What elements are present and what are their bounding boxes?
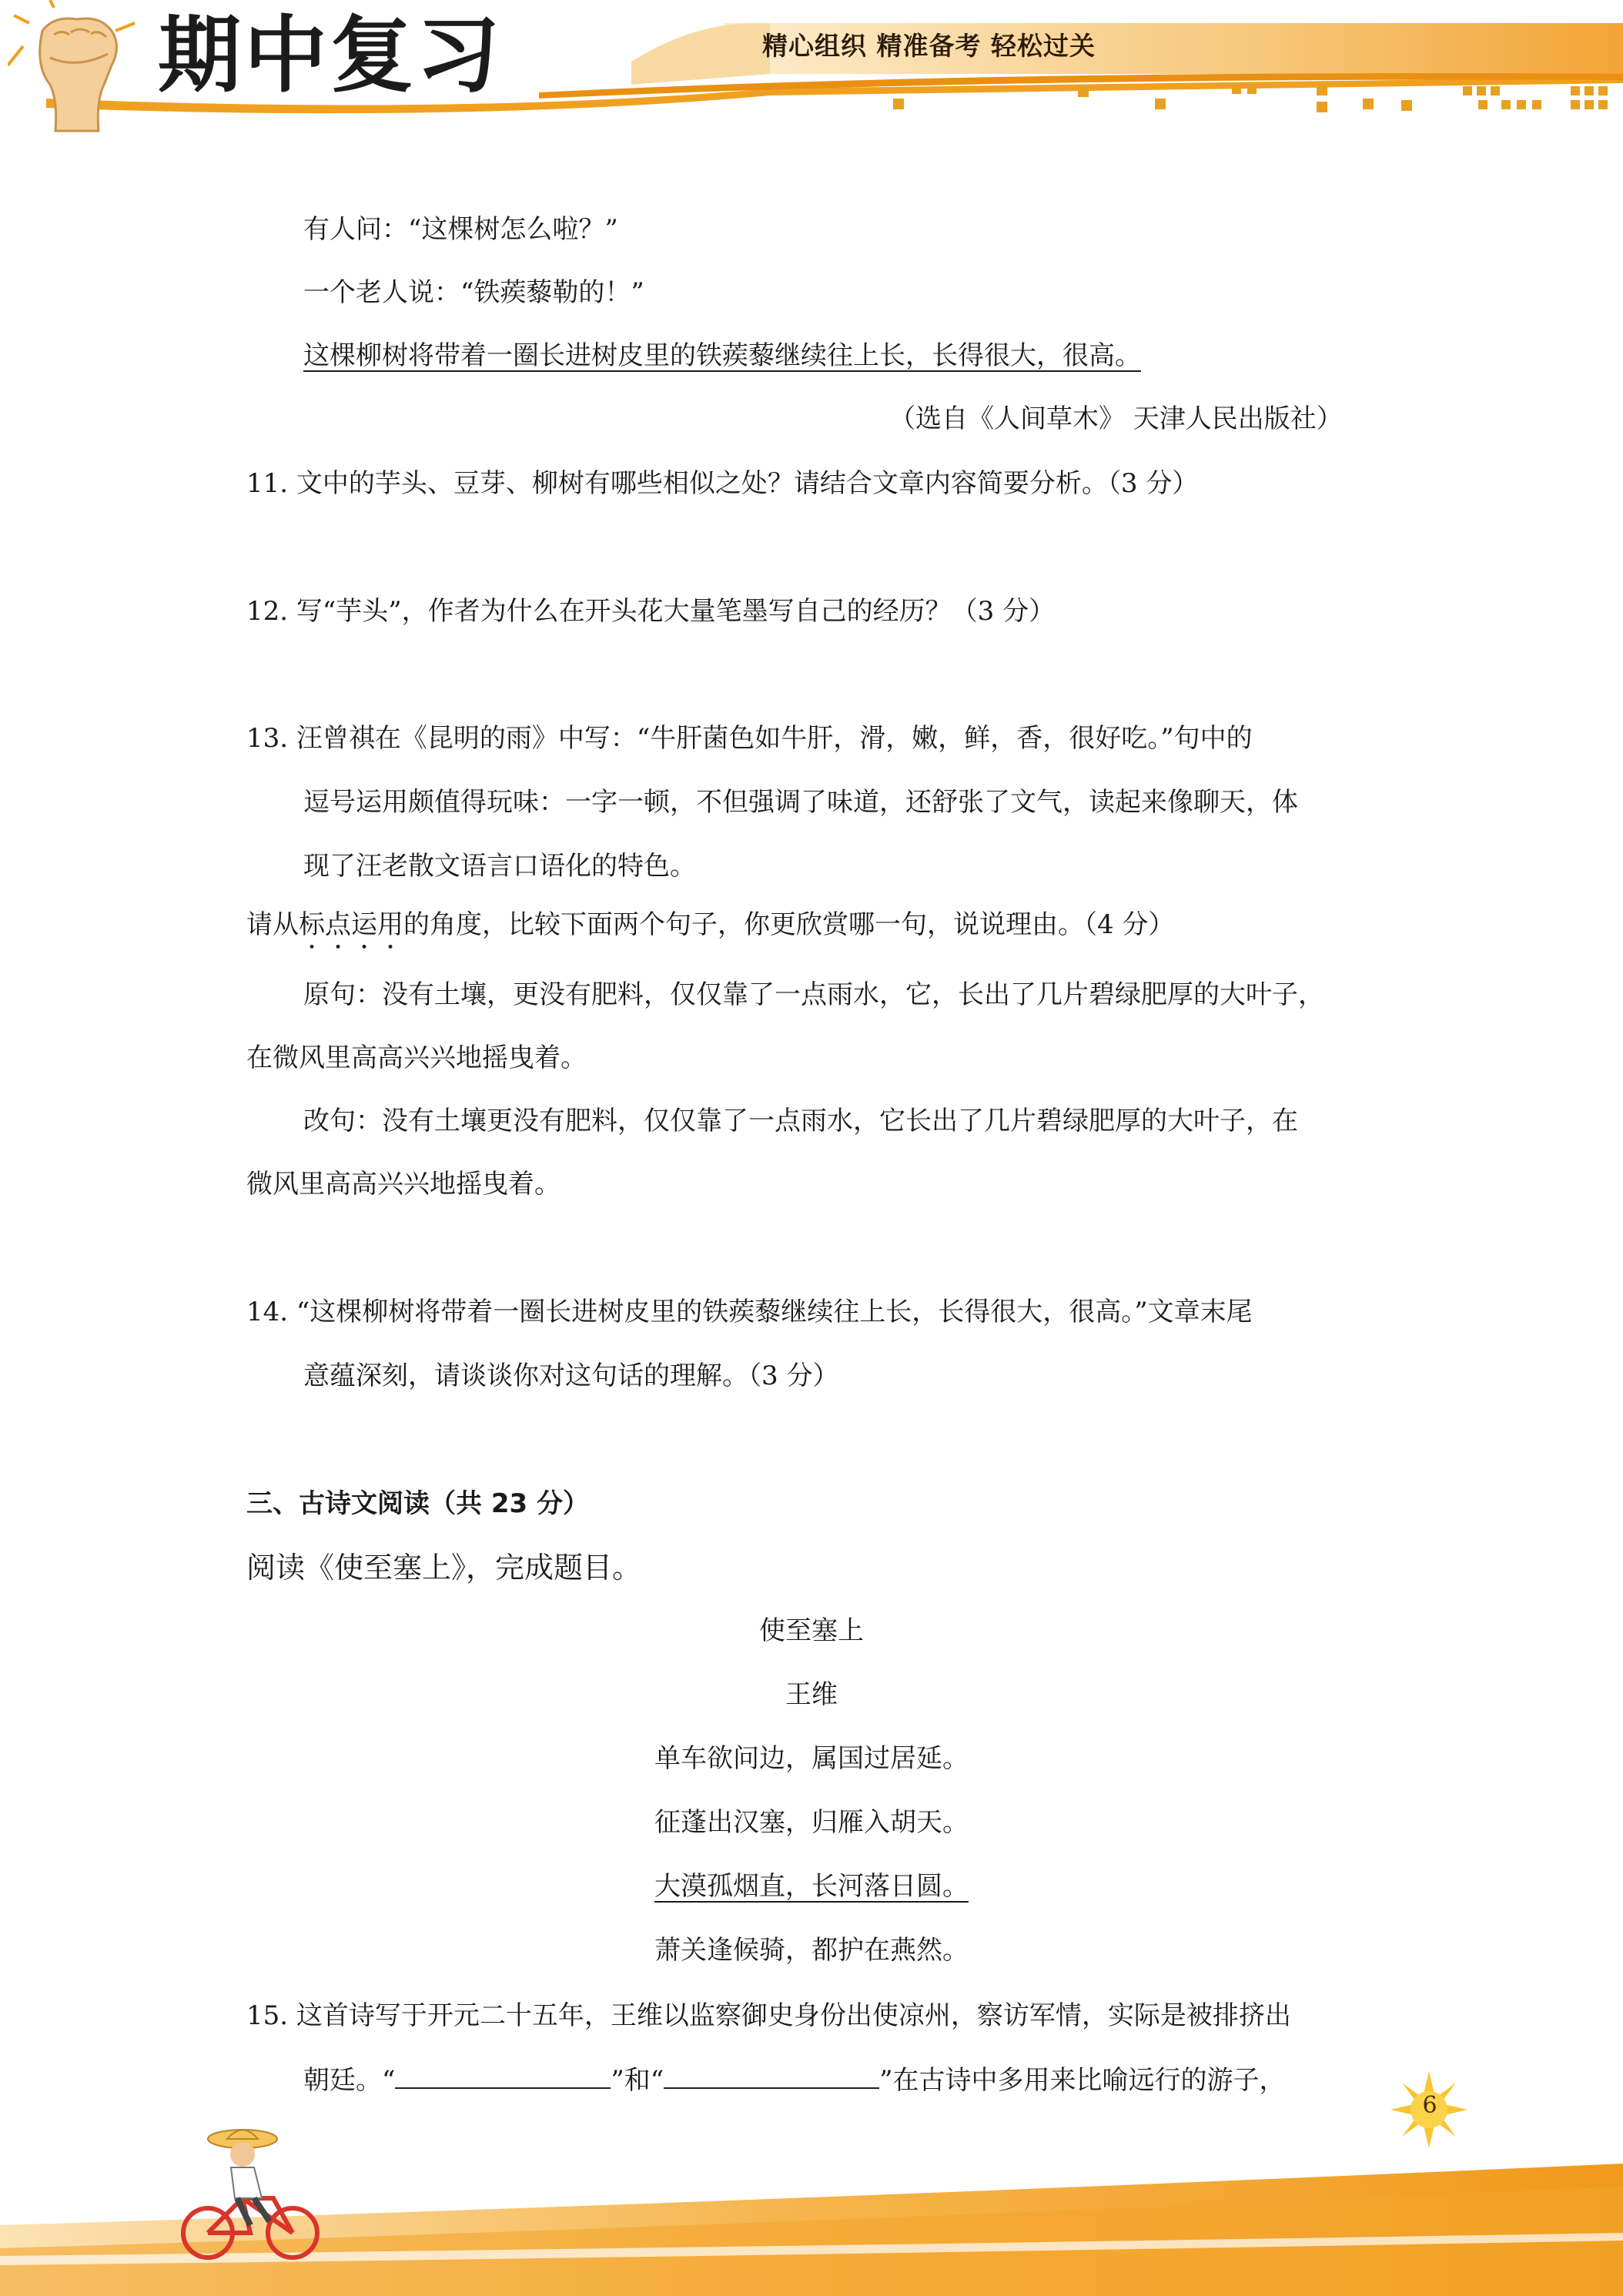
poem-title: 使至塞上 bbox=[759, 1615, 864, 1646]
question-15-line-2 bbox=[303, 2061, 1286, 2099]
answer-blank-2[interactable] bbox=[664, 2061, 879, 2089]
poem-line-1: 单车欲问边，属国过居延。 bbox=[654, 1743, 969, 1774]
fist-icon bbox=[8, 0, 146, 135]
poem-author: 王维 bbox=[785, 1679, 838, 1710]
poem-line-2: 征蓬出汉塞，归雁入胡天。 bbox=[654, 1807, 969, 1838]
story-line-answer: 一个老人说：“铁蒺藜勒的！” bbox=[303, 277, 644, 308]
poem-line-4: 萧关逢候骑，都护在燕然。 bbox=[654, 1935, 969, 1966]
q15-text-b: ”和“ bbox=[611, 2065, 664, 2096]
poem-line-3-text: 大漠孤烟直，长河落日圆。 bbox=[654, 1871, 969, 1902]
q15-text-c: ”在古诗中多用来比喻远行的游子， bbox=[879, 2065, 1286, 2096]
question-13-line-4 bbox=[246, 906, 1174, 956]
question-14-line-2: 意蕴深刻，请谈谈你对这句话的理解。（3 分） bbox=[303, 1361, 839, 1391]
header-slogan: 精心组织 精准备考 轻松过关 bbox=[762, 31, 1096, 61]
question-13-line-1: 13. 汪曾祺在《昆明的雨》中写：“牛肝菌色如牛肝，滑，嫩，鲜，香，很好吃。”句中的 bbox=[246, 723, 1253, 754]
section-3-intro: 阅读《使至塞上》，完成题目。 bbox=[246, 1551, 642, 1585]
original-sentence-line-1: 原句：没有土壤，更没有肥料，仅仅靠了一点雨水，它，长出了几片碧绿肥厚的大叶子， bbox=[303, 979, 1324, 1010]
question-13-line-2: 逗号运用颇值得玩味：一字一顿，不但强调了味道，还舒张了文气，读起来像聊天，体 bbox=[303, 787, 1298, 818]
story-line-underlined: 这棵柳树将带着一圈长进树皮里的铁蒺藜继续往上长，长得很大，很高。 bbox=[303, 340, 1141, 371]
modified-sentence-line-1: 改句：没有土壤更没有肥料，仅仅靠了一点雨水，它长出了几片碧绿肥厚的大叶子，在 bbox=[303, 1106, 1298, 1136]
question-15-line-1: 15. 这首诗写于开元二十五年，王维以监察御史身份出使凉州，察访军情，实际是被排挤出 bbox=[246, 2000, 1291, 2031]
question-12: 12. 写“芋头”，作者为什么在开头花大量笔墨写自己的经历？（3 分） bbox=[246, 596, 1056, 627]
story-line-question: 有人问：“这棵树怎么啦？” bbox=[303, 214, 618, 245]
q15-text-a: 朝廷。“ bbox=[303, 2065, 396, 2096]
q13-line4-pre: 请从 bbox=[246, 909, 299, 940]
q13-line4-post: 的角度，比较下面两个句子，你更欣赏哪一句，说说理由。（4 分） bbox=[403, 909, 1175, 940]
answer-blank-1[interactable] bbox=[395, 2061, 611, 2089]
cyclist-icon bbox=[177, 2125, 323, 2264]
header-title: 期中复习 bbox=[158, 8, 504, 104]
modified-sentence-line-2: 微风里高高兴兴地摇曳着。 bbox=[246, 1169, 561, 1200]
original-sentence-line-2: 在微风里高高兴兴地摇曳着。 bbox=[246, 1043, 587, 1073]
q13-emphasis: 标点运用 bbox=[299, 909, 403, 940]
section-3-heading: 三、古诗文阅读（共 23 分） bbox=[246, 1488, 589, 1519]
poem-line-3 bbox=[0, 1868, 1623, 1905]
question-13-line-3: 现了汪老散文语言口语化的特色。 bbox=[303, 851, 696, 882]
story-source: （选自《人间草木》 天津人民出版社） bbox=[889, 403, 1343, 434]
question-14-line-1: 14. “这棵柳树将带着一圈长进树皮里的铁蒺藜继续往上长，长得很大，很高。”文章末尾 bbox=[246, 1297, 1253, 1327]
page-header bbox=[0, 0, 1623, 131]
page-number: 6 bbox=[1422, 2092, 1437, 2119]
question-11: 11. 文中的芋头、豆芽、柳树有哪些相似之处？请结合文章内容简要分析。（3 分） bbox=[246, 468, 1199, 499]
